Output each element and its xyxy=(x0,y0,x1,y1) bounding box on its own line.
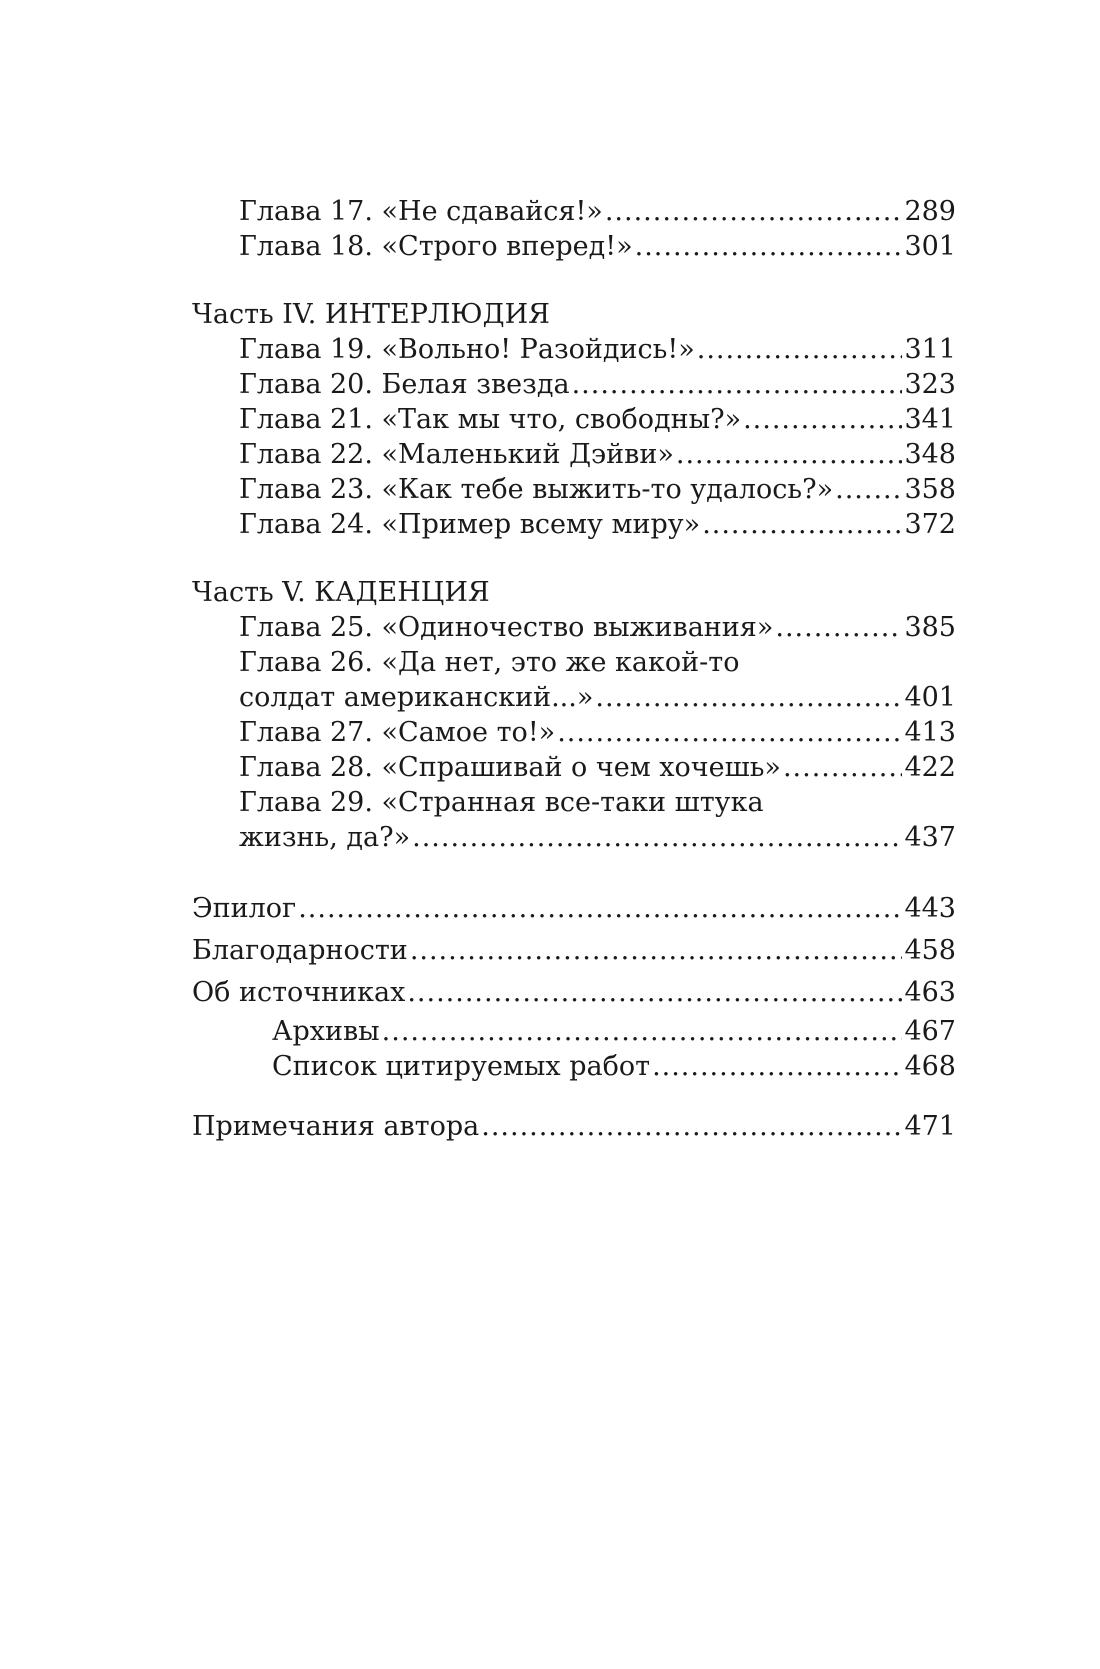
toc-entry-chapter-23[interactable] xyxy=(192,472,956,507)
toc-entry-label: Глава 18. «Строго вперед!» xyxy=(239,231,633,262)
toc-entry-chapter-27[interactable] xyxy=(192,715,956,750)
toc-entry-label: Об источниках xyxy=(192,977,406,1008)
toc-entry-sources[interactable] xyxy=(192,972,956,1014)
dot-leader xyxy=(595,680,902,715)
toc-entry-author-notes[interactable] xyxy=(192,1106,956,1148)
dot-leader xyxy=(481,1106,902,1148)
toc-entry-page: 422 xyxy=(904,752,956,783)
toc-entry-page: 467 xyxy=(904,1016,956,1047)
toc-entry-page: 463 xyxy=(904,977,956,1008)
toc-entry-page: 301 xyxy=(904,231,956,262)
toc-entry-chapter-17[interactable] xyxy=(192,194,956,229)
dot-leader xyxy=(557,715,902,750)
toc-entry-chapter-18[interactable] xyxy=(192,229,956,264)
toc-entry-page: 468 xyxy=(904,1051,956,1082)
toc-entry-label: Глава 22. «Маленький Дэйви» xyxy=(239,439,674,470)
toc-entry-label: Глава 25. «Одиночество выживания» xyxy=(239,612,774,643)
toc-entry-label: Глава 28. «Спрашивай о чем хочешь» xyxy=(239,752,781,783)
toc-entry-label: Глава 17. «Не сдавайся!» xyxy=(239,196,603,227)
toc-entry-page: 458 xyxy=(904,935,956,966)
toc-entry-page: 289 xyxy=(904,196,956,227)
toc-entry-label: жизнь, да?» xyxy=(239,822,411,853)
toc-entry-acknowledgments[interactable] xyxy=(192,930,956,972)
part-4-title: Часть IV. ИНТЕРЛЮДИЯ xyxy=(192,299,550,330)
toc-entry-chapter-28[interactable] xyxy=(192,750,956,785)
toc-entry-chapter-20[interactable] xyxy=(192,367,956,402)
toc-entry-page: 443 xyxy=(904,893,956,924)
toc-entry-label: Примечания автора xyxy=(192,1111,480,1142)
toc-entry-chapter-19[interactable] xyxy=(192,332,956,367)
toc-entry-page: 341 xyxy=(904,404,956,435)
toc-entry-works-cited[interactable] xyxy=(192,1049,956,1084)
dot-leader xyxy=(407,972,902,1014)
dot-leader xyxy=(635,229,903,264)
dot-leader xyxy=(605,194,903,229)
dot-leader xyxy=(298,888,902,930)
toc-entry-chapter-26-line-1[interactable]: Глава 26. «Да нет, это же какой-то xyxy=(239,647,740,678)
toc-entry-page: 401 xyxy=(904,682,956,713)
dot-leader xyxy=(775,610,902,645)
toc-entry-label: Архивы xyxy=(272,1016,380,1047)
dot-leader xyxy=(572,367,903,402)
toc-entry-chapter-26[interactable] xyxy=(192,680,956,715)
toc-entry-page: 348 xyxy=(904,439,956,470)
toc-entry-label: солдат американский...» xyxy=(239,682,594,713)
dot-leader xyxy=(652,1049,902,1084)
toc-entry-page: 372 xyxy=(904,509,956,540)
toc-entry-chapter-21[interactable] xyxy=(192,402,956,437)
toc-entry-label: Эпилог xyxy=(192,893,297,924)
toc-entry-page: 413 xyxy=(904,717,956,748)
toc-entry-page: 385 xyxy=(904,612,956,643)
toc-entry-archives[interactable] xyxy=(192,1014,956,1049)
dot-leader xyxy=(382,1014,903,1049)
dot-leader xyxy=(835,472,902,507)
toc-entry-chapter-25[interactable] xyxy=(192,610,956,645)
dot-leader xyxy=(702,507,902,542)
toc-entry-chapter-22[interactable] xyxy=(192,437,956,472)
toc-entry-label: Глава 21. «Так мы что, свободны?» xyxy=(239,404,742,435)
toc-entry-label: Глава 24. «Пример всему миру» xyxy=(239,509,701,540)
dot-leader xyxy=(743,402,902,437)
toc-entry-label: Глава 19. «Вольно! Разойдись!» xyxy=(239,334,695,365)
toc-entry-page: 437 xyxy=(904,822,956,853)
table-of-contents xyxy=(192,194,956,1148)
toc-entry-chapter-29[interactable] xyxy=(192,820,956,855)
toc-entry-label: Благодарности xyxy=(192,935,408,966)
toc-entry-page: 323 xyxy=(904,369,956,400)
dot-leader xyxy=(697,332,903,367)
toc-entry-epilogue[interactable] xyxy=(192,888,956,930)
toc-entry-label: Глава 20. Белая звезда xyxy=(239,369,570,400)
toc-entry-label: Глава 23. «Как тебе выжить-то удалось?» xyxy=(239,474,834,505)
toc-entry-page: 311 xyxy=(904,334,956,365)
dot-leader xyxy=(410,930,903,972)
toc-entry-page: 358 xyxy=(904,474,956,505)
toc-entry-chapter-24[interactable] xyxy=(192,507,956,542)
dot-leader xyxy=(783,750,903,785)
toc-entry-label: Список цитируемых работ xyxy=(272,1051,651,1082)
toc-entry-page: 471 xyxy=(904,1111,956,1142)
part-5-title: Часть V. КАДЕНЦИЯ xyxy=(192,577,490,608)
toc-entry-label: Глава 27. «Самое то!» xyxy=(239,717,556,748)
dot-leader xyxy=(676,437,903,472)
toc-entry-chapter-29-line-1[interactable]: Глава 29. «Странная все-таки штука xyxy=(239,787,764,818)
dot-leader xyxy=(412,820,902,855)
